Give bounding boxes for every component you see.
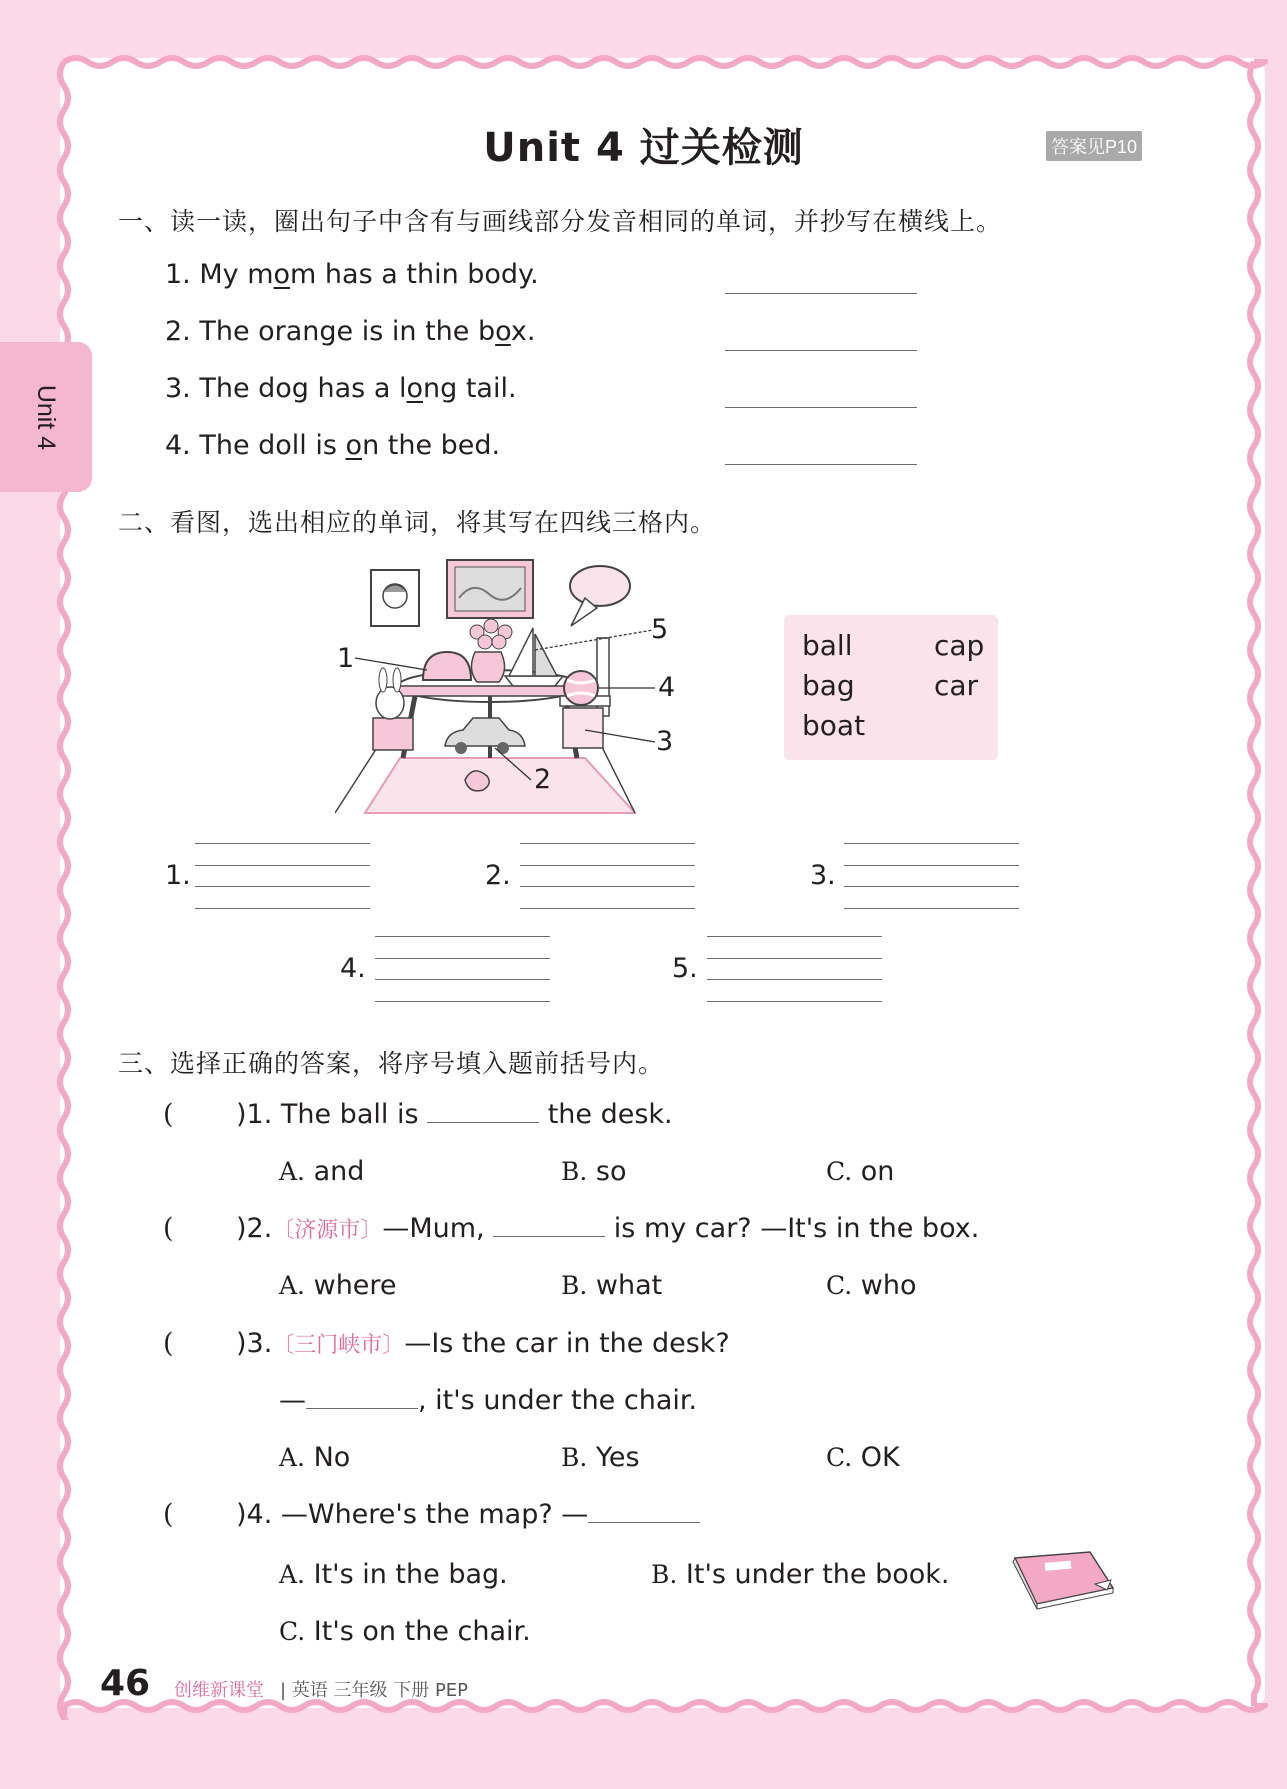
s1-2-pre: 2. The orange is in the b bbox=[165, 316, 496, 347]
unit-side-tab bbox=[0, 342, 92, 492]
grid-label-5: 5. bbox=[672, 953, 698, 984]
writing-grid-2[interactable] bbox=[520, 843, 695, 913]
q1-option-a[interactable] bbox=[279, 1156, 364, 1187]
s1-1-underlined: o bbox=[273, 259, 291, 290]
q1-blank bbox=[427, 1122, 539, 1123]
q3-option-b[interactable] bbox=[561, 1442, 640, 1473]
q4-blank bbox=[588, 1522, 700, 1523]
q2-text1: —Mum, bbox=[382, 1213, 485, 1244]
q1-option-c[interactable] bbox=[826, 1156, 894, 1187]
q3-stem: )3. bbox=[236, 1328, 273, 1359]
footer-info: | 英语 三年级 下册 PEP bbox=[280, 1680, 469, 1701]
word-ball: ball bbox=[802, 629, 853, 662]
section2-heading: 二、看图，选出相应的单词，将其写在四线三格内。 bbox=[118, 508, 717, 537]
s1-3-pre: 3. The dog has a l bbox=[165, 373, 407, 404]
writing-grid-1[interactable] bbox=[195, 843, 370, 913]
s1-2-underlined: o bbox=[495, 316, 511, 347]
q2-option-c[interactable] bbox=[826, 1270, 917, 1301]
q3-line2-post: , it's under the chair. bbox=[418, 1385, 698, 1416]
q3-text bbox=[236, 1328, 730, 1359]
s1-sentence-1 bbox=[165, 259, 539, 290]
s1-answer-line-4[interactable] bbox=[725, 464, 917, 465]
s1-4-post: n the bed. bbox=[362, 430, 501, 461]
word-car: car bbox=[934, 669, 979, 702]
q4-open-paren[interactable]: ( bbox=[163, 1499, 174, 1530]
q4-b-text: It's under the book. bbox=[685, 1559, 950, 1590]
q4-a-text: It's in the bag. bbox=[313, 1559, 508, 1590]
word-boat: boat bbox=[802, 709, 866, 742]
callout-5: 5 bbox=[651, 614, 669, 645]
footer-brand: 创维新课堂 bbox=[174, 1680, 264, 1701]
q4-c-letter: C. bbox=[279, 1617, 306, 1646]
s1-4-underlined: o bbox=[345, 430, 363, 461]
grid-label-1: 1. bbox=[165, 860, 191, 891]
section1-heading: 一、读一读，圈出句子中含有与画线部分发音相同的单词，并抄写在横线上。 bbox=[118, 207, 1003, 236]
grid-label-3: 3. bbox=[810, 860, 836, 891]
q2-c-text: who bbox=[860, 1270, 917, 1301]
s1-2-post: x. bbox=[510, 316, 536, 347]
q3-blank bbox=[306, 1408, 418, 1409]
q3-line2 bbox=[279, 1385, 697, 1416]
q1-option-b[interactable] bbox=[561, 1156, 627, 1187]
q1-a-text: and bbox=[313, 1156, 365, 1187]
answer-reference-badge: 答案见P10 bbox=[1046, 131, 1142, 161]
q2-c-letter: C. bbox=[826, 1271, 853, 1300]
q2-text2: is my car? —It's in the box. bbox=[613, 1213, 980, 1244]
q3-b-letter: B. bbox=[561, 1443, 588, 1472]
q4-option-c[interactable] bbox=[279, 1616, 531, 1647]
q1-a-letter: A. bbox=[279, 1157, 306, 1186]
s1-sentence-3 bbox=[165, 373, 517, 404]
grid-label-2: 2. bbox=[485, 860, 511, 891]
q2-blank bbox=[493, 1236, 605, 1237]
word-cap: cap bbox=[934, 629, 985, 662]
q2-text bbox=[236, 1213, 979, 1244]
q3-text1: —Is the car in the desk? bbox=[404, 1328, 730, 1359]
q2-b-letter: B. bbox=[561, 1271, 588, 1300]
s1-sentence-4 bbox=[165, 430, 500, 461]
q2-stem: )2. bbox=[236, 1213, 273, 1244]
q2-option-a[interactable] bbox=[279, 1270, 397, 1301]
q3-option-c[interactable] bbox=[826, 1442, 900, 1473]
q2-option-b[interactable] bbox=[561, 1270, 662, 1301]
q1-after: the desk. bbox=[547, 1099, 673, 1130]
s1-1-pre: 1. My m bbox=[165, 259, 274, 290]
s1-4-pre: 4. The doll is bbox=[165, 430, 346, 461]
q1-c-letter: C. bbox=[826, 1157, 853, 1186]
q2-a-text: where bbox=[313, 1270, 397, 1301]
writing-grid-4[interactable] bbox=[375, 936, 550, 1006]
s1-1-post: m has a thin body. bbox=[290, 259, 539, 290]
q3-option-a[interactable] bbox=[279, 1442, 350, 1473]
q2-open-paren[interactable]: ( bbox=[163, 1213, 174, 1244]
room-illustration bbox=[335, 558, 685, 818]
q3-dash: — bbox=[279, 1385, 306, 1416]
q1-text bbox=[236, 1099, 673, 1130]
callout-1: 1 bbox=[337, 643, 355, 674]
q3-c-letter: C. bbox=[826, 1443, 853, 1472]
callout-3: 3 bbox=[656, 726, 674, 757]
writing-grid-3[interactable] bbox=[844, 843, 1019, 913]
word-bank bbox=[784, 615, 998, 760]
q4-b-letter: B. bbox=[651, 1560, 678, 1589]
s1-sentence-2 bbox=[165, 316, 535, 347]
section3-heading: 三、选择正确的答案，将序号填入题前括号内。 bbox=[118, 1049, 665, 1078]
book-icon bbox=[995, 1548, 1120, 1610]
s1-answer-line-1[interactable] bbox=[725, 293, 917, 294]
q3-a-letter: A. bbox=[279, 1443, 306, 1472]
q2-a-letter: A. bbox=[279, 1271, 306, 1300]
q1-b-letter: B. bbox=[561, 1157, 588, 1186]
s1-answer-line-3[interactable] bbox=[725, 407, 917, 408]
q2-region-tag: 〔济源市〕 bbox=[272, 1218, 383, 1243]
q4-option-a[interactable] bbox=[279, 1559, 508, 1590]
writing-grid-5[interactable] bbox=[707, 936, 882, 1006]
page-title: Unit 4 过关检测 bbox=[483, 125, 804, 171]
callout-2: 2 bbox=[534, 764, 552, 795]
q2-b-text: what bbox=[595, 1270, 663, 1301]
q3-c-text: OK bbox=[860, 1442, 900, 1473]
side-tab-label: Unit 4 bbox=[32, 384, 61, 450]
q4-option-b[interactable] bbox=[651, 1559, 950, 1590]
s1-3-underlined: o bbox=[406, 373, 423, 404]
q4-stem: )4. —Where's the map? — bbox=[236, 1499, 589, 1530]
s1-3-post: ng tail. bbox=[423, 373, 517, 404]
callout-4: 4 bbox=[658, 672, 676, 703]
q3-open-paren[interactable]: ( bbox=[163, 1328, 174, 1359]
s1-answer-line-2[interactable] bbox=[725, 350, 917, 351]
q4-c-text: It's on the chair. bbox=[313, 1616, 531, 1647]
page-number: 46 bbox=[100, 1663, 151, 1704]
q4-a-letter: A. bbox=[279, 1560, 306, 1589]
q4-text bbox=[236, 1499, 700, 1530]
q3-region-tag: 〔三门峡市〕 bbox=[272, 1333, 405, 1358]
word-bag: bag bbox=[802, 669, 855, 702]
q1-b-text: so bbox=[595, 1156, 627, 1187]
q3-b-text: Yes bbox=[595, 1442, 640, 1473]
q3-a-text: No bbox=[313, 1442, 351, 1473]
grid-label-4: 4. bbox=[340, 953, 366, 984]
q1-c-text: on bbox=[860, 1156, 895, 1187]
q1-stem: )1. The ball is bbox=[236, 1099, 419, 1130]
q1-open-paren[interactable]: ( bbox=[163, 1099, 174, 1130]
